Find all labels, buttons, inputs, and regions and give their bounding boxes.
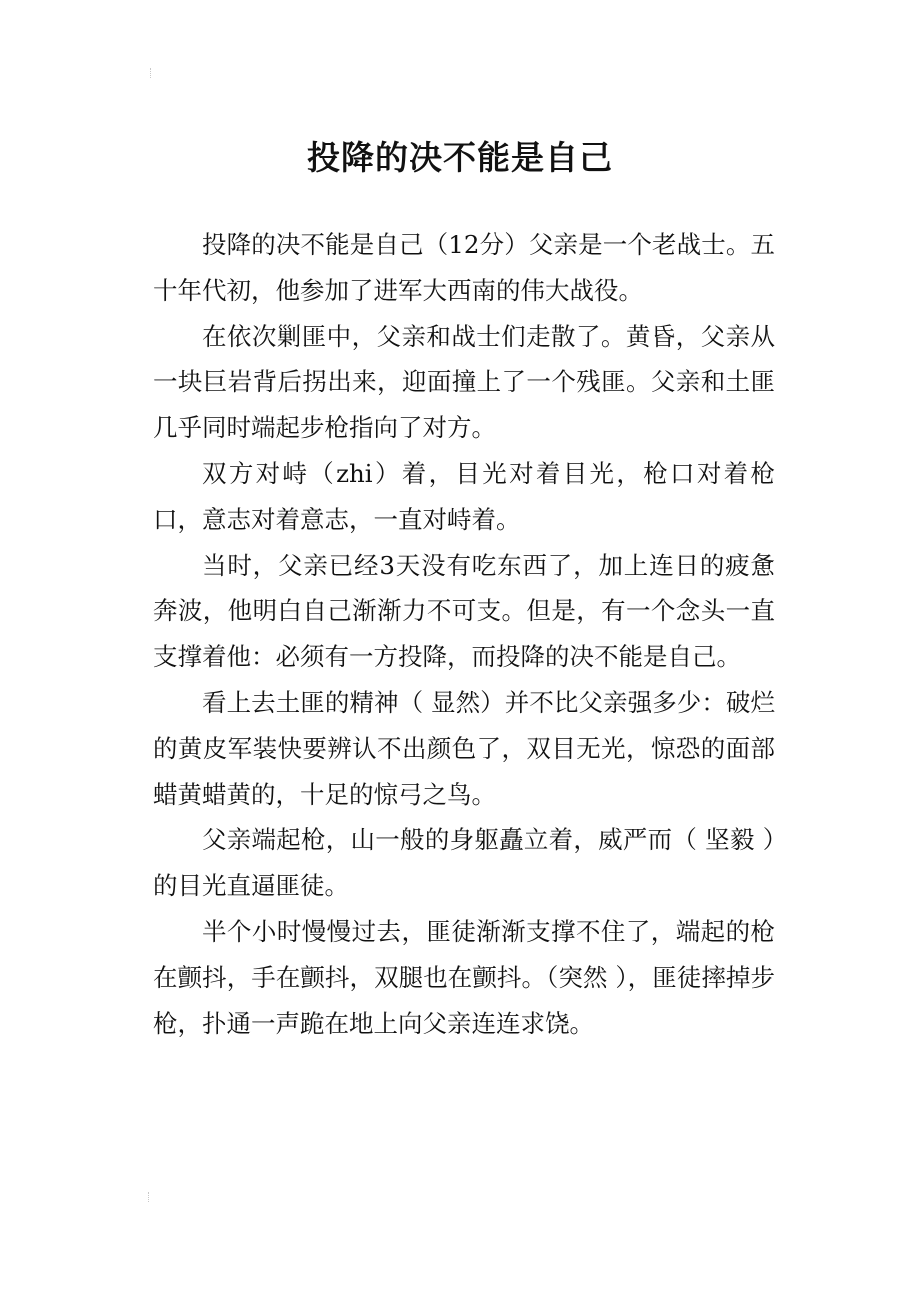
page-corner-mark-bottom bbox=[148, 1192, 153, 1202]
page-corner-mark-top bbox=[150, 68, 155, 78]
paragraph: 在依次剿匪中，父亲和战士们走散了。黄昏，父亲从一块巨岩背后拐出来，迎面撞上了一个残匪。父亲和土匪几乎同时端起步枪指向了对方。 bbox=[153, 321, 775, 443]
document-body bbox=[153, 222, 775, 1046]
paragraph: 双方对峙（zhi）着，目光对着目光，枪口对着枪口，意志对着意志，一直对峙着。 bbox=[153, 458, 775, 534]
paragraph: 投降的决不能是自己（12分）父亲是一个老战士。五十年代初，他参加了进军大西南的伟大战役。 bbox=[153, 230, 775, 305]
paragraph: 当时，父亲已经3天没有吃东西了，加上连日的疲惫奔波，他明白自己渐渐力不可支。但是，有一个念头一直支撑着他：必须有一方投降，而投降的决不能是自己。 bbox=[153, 550, 775, 672]
paragraph: 父亲端起枪，山一般的身躯矗立着，威严而（ 坚毅 ）的目光直逼匪徒。 bbox=[153, 825, 775, 901]
document-title: 投降的决不能是自己 bbox=[307, 138, 613, 178]
paragraph: 看上去土匪的精神（ 显然）并不比父亲强多少：破烂的黄皮军装快要辨认不出颜色了，双目无光，惊恐的面部蜡黄蜡黄的，十足的惊弓之鸟。 bbox=[153, 687, 775, 809]
paragraph: 半个小时慢慢过去，匪徒渐渐支撑不住了，端起的枪在颤抖，手在颤抖，双腿也在颤抖。（突然 ），匪徒摔掉步枪，扑通一声跪在地上向父亲连连求饶。 bbox=[153, 916, 775, 1038]
